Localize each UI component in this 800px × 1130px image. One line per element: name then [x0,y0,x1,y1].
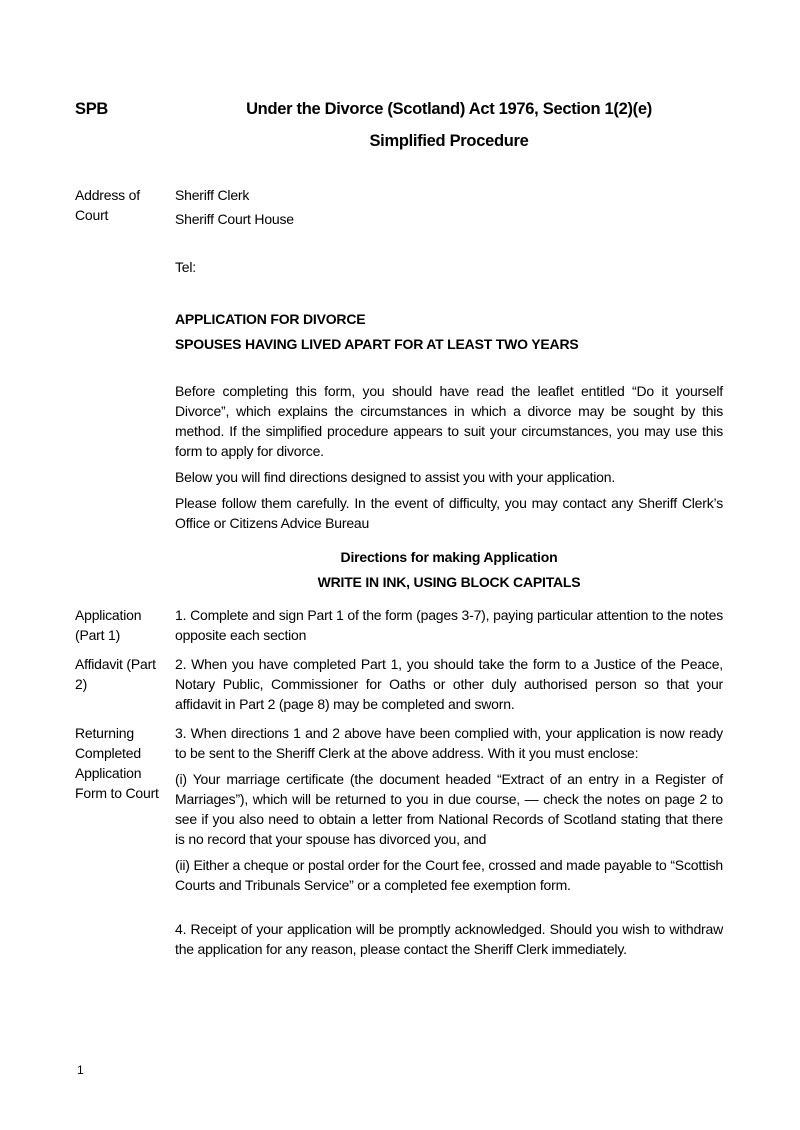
form-header [75,97,723,121]
address-line: Sheriff Clerk [175,187,250,203]
direction-label: Affidavit (Part 2) [75,656,156,692]
direction-row-3 [75,723,723,895]
directions-instruction: WRITE IN INK, USING BLOCK CAPITALS [317,574,581,590]
direction-row-1 [75,605,723,645]
address-of-court-content [175,185,723,281]
tel-label: Tel: [175,259,196,275]
application-heading-line2: SPOUSES HAVING LIVED APART FOR AT LEAST TWO YEARS [175,336,579,352]
direction-content [175,919,723,959]
intro-paragraph: Before completing this form, you should have read the leaflet entitled “Do it yourself Divorce”, which explains the circumstances in which a divorce may be sought by this method. If the simplified procedure appears to suit your circumstances, you may use this form to apply for divorce. [175,383,723,459]
direction-content [175,654,723,714]
direction-content [175,605,723,645]
application-heading-line1: APPLICATION FOR DIVORCE [175,311,366,327]
direction-paragraph: (i) Your marriage certificate (the document headed “Extract of an entry in a Register of Marriages”), which will be returned to you in due course, — check the notes on page 2 to see if you also need to obtain a letter from National Records of Scotland stating that there is no record that your spouse has divorced you, and [175,771,723,847]
page-number: 1 [77,1063,84,1077]
intro-section [175,381,723,533]
direction-row-4 [75,919,723,959]
address-line: Sheriff Court House [175,211,294,227]
direction-paragraph: 4. Receipt of your application will be promptly acknowledged. Should you wish to withdraw the application for any reason, please contact the Sheriff Clerk immediately. [175,921,723,957]
form-code: SPB [75,100,109,118]
intro-paragraph: Below you will find directions designed to assist you with your application. [175,469,616,485]
form-subtitle: Simplified Procedure [369,132,529,150]
directions-heading: Directions for making Application [340,549,558,565]
direction-content [175,723,723,895]
direction-paragraph: (ii) Either a cheque or postal order for the Court fee, crossed and made payable to “Scottish Courts and Tribunals Service” or a completed fee exemption form. [175,857,723,893]
direction-label: Returning Completed Application Form to Court [75,725,159,801]
direction-label: Application (Part 1) [75,607,142,643]
address-of-court-label: Address of Court [75,187,140,223]
direction-label [75,919,175,959]
form-title: Under the Divorce (Scotland) Act 1976, Section 1(2)(e) [246,100,652,118]
intro-paragraph: Please follow them carefully. In the event of difficulty, you may contact any Sheriff Clerk’s Office or Citizens Advice Bureau [175,495,723,531]
application-heading [175,309,723,354]
address-of-court-section [75,185,723,281]
direction-row-2 [75,654,723,714]
direction-paragraph: 3. When directions 1 and 2 above have been complied with, your application is now ready to be sent to the Sheriff Clerk at the above address. With it you must enclose: [175,725,723,761]
direction-paragraph: 2. When you have completed Part 1, you should take the form to a Justice of the Peace, Notary Public, Commissioner for Oaths or other duly authorised person so that your affidavit in Part 2 (page 8) may be completed and sworn. [175,656,723,712]
direction-paragraph: 1. Complete and sign Part 1 of the form (pages 3-7), paying particular attention to the notes opposite each section [175,607,723,643]
